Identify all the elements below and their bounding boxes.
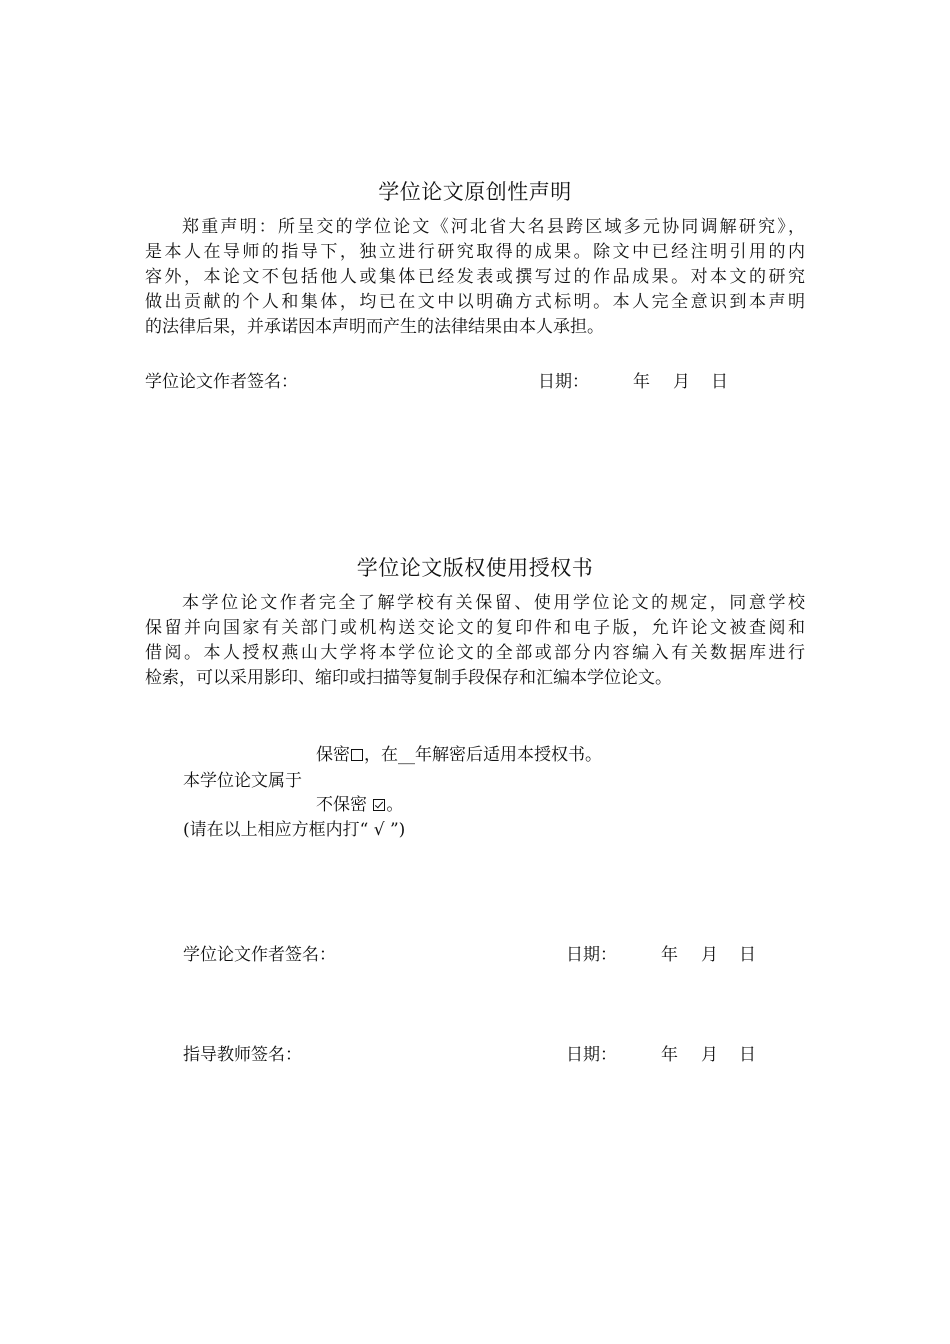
nonsecret-option-suffix: 。: [386, 795, 404, 815]
advisor-signature-label: 指导教师签名：: [183, 1045, 302, 1065]
originality-paragraph: [145, 215, 805, 340]
originality-year-label: 年: [633, 372, 650, 392]
originality-line-5: 的法律后果，并承诺因本声明而产生的法律结果由本人承担。: [145, 317, 604, 337]
nonsecret-checkbox[interactable]: [373, 799, 385, 811]
originality-signature-label: 学位论文作者签名：: [145, 372, 298, 392]
authorization-line-3: 借阅。本人授权燕山大学将本学位论文的全部或部分内容编入有关数据库进行: [145, 643, 805, 663]
advisor-date-label: 日期：: [566, 1045, 617, 1065]
author-day-label: 日: [739, 945, 756, 965]
authorization-line-2: 保留并向国家有关部门或机构送交论文的复印件和电子版，允许论文被查阅和: [145, 618, 805, 638]
authorization-title: 学位论文版权使用授权书: [356, 556, 594, 580]
advisor-year-label: 年: [661, 1045, 678, 1065]
belongs-label: 本学位论文属于: [183, 771, 302, 791]
nonsecret-option-label: 不保密: [316, 795, 367, 815]
originality-date-label: 日期：: [538, 372, 589, 392]
authorization-paragraph: [145, 591, 805, 691]
originality-line-2: 是本人在导师的指导下，独立进行研究取得的成果。除文中已经注明引用的内: [145, 242, 805, 262]
secret-option-label: 保密: [316, 745, 350, 765]
author-signature-label: 学位论文作者签名：: [183, 945, 336, 965]
advisor-day-label: 日: [739, 1045, 756, 1065]
checkbox-instruction: (请在以上相应方框内打“ √ ”): [183, 820, 406, 840]
secret-option-suffix: ，在__年解密后适用本授权书。: [364, 745, 602, 765]
author-month-label: 月: [701, 945, 718, 965]
author-date-label: 日期：: [566, 945, 617, 965]
originality-day-label: 日: [711, 372, 728, 392]
nonsecret-option: [316, 790, 403, 815]
author-year-label: 年: [661, 945, 678, 965]
originality-line-1: 郑重声明：所呈交的学位论文《河北省大名县跨区域多元协同调解研究》，: [182, 217, 805, 237]
originality-line-4: 做出贡献的个人和集体，均已在文中以明确方式标明。本人完全意识到本声明: [145, 292, 805, 312]
secret-option: [316, 740, 602, 765]
originality-month-label: 月: [673, 372, 690, 392]
authorization-line-4: 检索，可以采用影印、缩印或扫描等复制手段保存和汇编本学位论文。: [145, 668, 672, 688]
advisor-month-label: 月: [701, 1045, 718, 1065]
originality-line-3: 容外，本论文不包括他人或集体已经发表或撰写过的作品成果。对本文的研究: [145, 267, 805, 287]
authorization-line-1: 本学位论文作者完全了解学校有关保留、使用学位论文的规定，同意学校: [182, 593, 805, 613]
originality-title: 学位论文原创性声明: [378, 180, 572, 204]
secret-checkbox[interactable]: [351, 749, 363, 761]
